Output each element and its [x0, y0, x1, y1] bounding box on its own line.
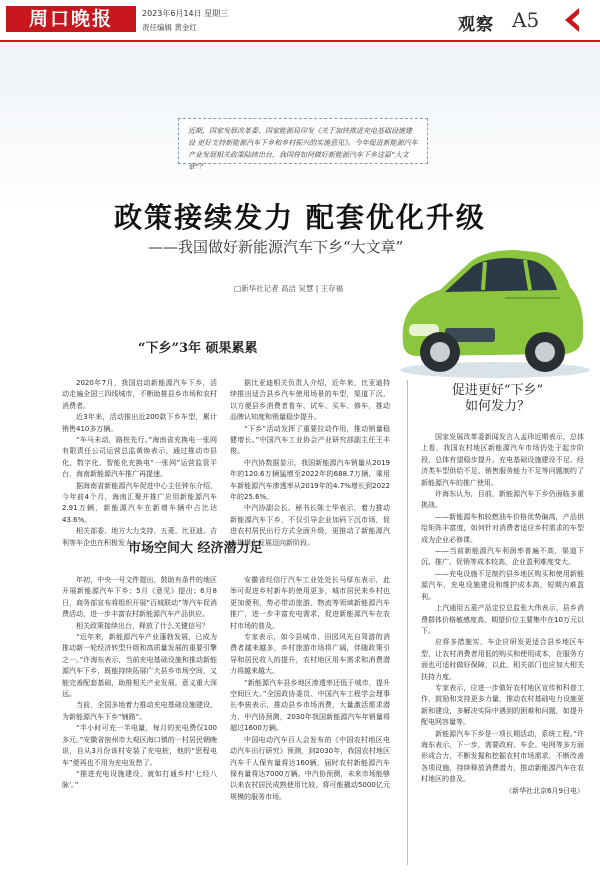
section-name: 观察: [458, 15, 494, 35]
paragraph: “车马未动，路桩先行。”海南省充换电一张网有限责任公司运营总监黄焕表示，通过推动市县化、数字化、智能化充换电“一张网”运营监管平台，海南新能源汽车推广再提速。: [62, 436, 217, 479]
paragraph: 许海东认为，目前，新能源汽车下乡仍面临多重挑战。: [421, 490, 584, 510]
newspaper-logo: 周口晚报: [6, 6, 136, 32]
article-column-4: [230, 575, 390, 803]
paragraph: 专家表示，如今县城市、田园风光自驾游的消费者越来越多，乡村旅游市场将广阔，伴随政策引导和居民收入的提升，农村地区用车需求和消费潜力将越来越大。: [230, 633, 390, 676]
paragraph: 安徽省经信厅汽车工业处处长马厚东表示，此举可促进乡村新车的使用更多，城市居民来乡村也更加便利，势必带动旅游、物流等领域新能源汽车推广，进一步丰富充电需求，促进新能源汽车在农村市场的普及。: [230, 576, 390, 630]
article-column-3: [62, 575, 217, 792]
paragraph: 中汽协数据显示，我国新能源汽车销量从2019年的120.6万辆猛增至2022年的688.7万辆，乘用车新能源汽车渗透率从2019年的4.7%增长到2022年的25.6%。: [230, 458, 390, 502]
article-column-1: [62, 378, 217, 549]
paragraph: 新能源汽车下乡是一项长期活动，系统工程。”许海东表示，下一步，需要政府、车企、电网等多方面形成合力，不断发掘和挖掘农村市场需求，不断改善各项设施，持续释放消费潜力，推动新能源汽车在农村地区的普及。: [421, 729, 584, 784]
masthead: [0, 0, 600, 44]
paragraph: 中汽协副会长、秘书长陈士华表示，着力推动新能源汽车下乡，不仅引导企业加码下沉市场，促进农村居民出行方式全面升级，更推动了新能源汽车规模化发展迈向新阶段。: [230, 504, 390, 547]
paragraph: 相关政策接续出台，释放了什么关键信号？: [76, 621, 209, 630]
paragraph: 国家发展改革委新闻发言人孟玮近期表示，总体上看，我国农村地区新能源汽车市场仍处于起步阶段，总体有望稳步提升。充电基础设施建设不足、经济类车型供给不足、销售服务能力不足等问题制约了新能源汽车的推广使用。: [421, 433, 584, 487]
paragraph: ——当前新能源汽车利润率普遍不高，渠道下沉、推广、促销等成本较高，企业盈利难度变大。: [421, 547, 584, 567]
heading-line: 如何发力？: [464, 399, 530, 414]
paragraph: “新能源汽车县乡地区渗透率还低于城市，提升空间巨大。”全国政协委员、中国汽车工程学会理事长李骏表示，推动县乡市场消费，大量激活需求潜力，中汽协预测，2030年我国新能源汽车年销量将超过1600万辆。: [230, 678, 390, 733]
paragraph: ——充电设施不足制约县乡地区购买和使用新能源汽车，充电设施建设和维护成本高，短期内难盈利。: [421, 569, 584, 601]
paragraph: 据海南省新能源汽车促进中心主任钟东介绍，今年前4个月，海南汇聚并推广应用新能源汽车2.91万辆，新能源汽车在新增车辆中占比达43.6%。: [62, 481, 217, 524]
paragraph: 年初，中央一号文件提出，鼓助有条件的地区开展新能源汽车下乡；5月《意见》提出；6月8日，商务部宣布将组织开展“百城联动”等汽车促消费活动，进一步丰富农村新能源汽车产品供应。: [62, 576, 217, 619]
paragraph: “半小时可充一半电量，每月的充电费仅100多元。”安徽省宿州市大观区海口镇的一村居民朝晚说，自从3月份该村安装了充电桩，他的“思程电车”便再也不用为充电发愁了。: [62, 724, 217, 767]
section-heading-1: “下乡”3年 硕果累累: [138, 341, 258, 356]
paragraph: “近年来，新能源汽车产业蓬勃发展，已成为推动新一轮经济转型升级和高质量发展的重要引擎之一。”许海东表示，当前充电基础设施和推动新能源汽车下乡，既能持续拓展广大县乡市场空间，又能完善配套基础，助推相关产业发展，意义重大深远。: [62, 633, 217, 699]
article-column-2: [230, 378, 390, 549]
section-heading-2: 市场空间大 经济潜力足: [128, 541, 263, 556]
paragraph: 近3年来，活动推出近200款下乡车型，累计销售410多万辆。: [62, 413, 217, 433]
paragraph: “推进充电设施建设，就如打通乡村‘七经八脉’。”: [62, 769, 217, 790]
paragraph: 2020年7月，我国启动新能源汽车下乡，活动走遍全国三四线城市，不断助推县乡市场和农村消费者。: [62, 379, 217, 410]
paragraph: ——新能源车和较燃油车价格优势偏高，产品供给矩阵丰富度，如何针对消费者适应乡村需求的车型成为企业必修课。: [421, 512, 584, 544]
paragraph: 上汽通用五菱产品定位总监张大伟表示，县乡消费群体价格敏感度高，期望价位主要集中在10万元以下。: [421, 604, 584, 635]
paragraph: 应将多措施实，车企应研发更适合县乡地区车型，让农村消费者用低的购买和使用成本，在服务方面也可适时做好保障，以此，相关部门也应加大相关扶持力度。: [421, 638, 584, 681]
dateline: （新华社北京6月9日电）: [505, 786, 584, 795]
chevron-inner-icon: [572, 12, 581, 28]
sub-headline: ——我国做好新能源汽车下乡“大文章”: [148, 238, 404, 256]
paragraph: 相关部委、地方大力支持，五菱、比亚迪、吉利等车企也在积极发力。: [62, 527, 217, 547]
column-divider: [407, 380, 408, 865]
paragraph: 当前，全国多地着力推动充电基础设施建设，为新能源汽车下乡“铺路”。: [62, 701, 217, 721]
byline: □新华社记者 高洁 吴慧 | 王存福: [234, 284, 344, 293]
paragraph: 中国电动汽车百人会发布的《中国农村地区电动汽车出行研究》预测，到2030年，我国农村地区汽车千人保有量将达160辆，届时农村新能源汽车保有量将达7000万辆。中汽协预测，未来市场能够以来农村居民成熟使用比较，将可能撬动5000亿元规模的服务市场。: [230, 735, 390, 801]
heading-line: 促进更好“下乡”: [451, 383, 544, 398]
issue-date: 2023年6月14日 星期三: [142, 9, 229, 18]
paragraph: 据比亚迪相关负责人介绍，近年来，比亚迪持续推出适合县乡汽车使用场景的车型，渠道下沉，以方便县乡消费者看车、试车、买车、修车，推动品牌认知度和销量稳步提升。: [230, 379, 390, 422]
section-heading-3: [415, 383, 580, 415]
intro-box: 近期，国家发展改革委、国家能源局印发《关于加快推进充电基础设施建设 更好支持新能源汽车下乡和乡村振兴的实施意见》。今年促进新能源汽车产业发展相关政策陆续出台，我国将如何做好新能源汽车下乡这篇“大文章”？: [178, 118, 428, 164]
headline: 政策接续发力 配套优化升级: [114, 201, 486, 234]
article-column-5: [421, 432, 584, 797]
green-car-illustration: [385, 232, 595, 382]
page-number: A5: [512, 8, 540, 32]
paragraph: 专家表示，应进一步做好农村地区宣传和科普工作，鼓励和支持更多力量，推动农村基础电力设施更新和建设，多解决实际中遇到的困难和问题，如提升配电网容量等。: [421, 683, 584, 727]
editor-credit: 责任编辑 黄金红: [142, 23, 197, 32]
paragraph: “下乡”活动发挥了重要拉动作用，推动销量稳健增长。”中国汽车工业协会产业研究部副主任王丰俊。: [230, 424, 390, 456]
